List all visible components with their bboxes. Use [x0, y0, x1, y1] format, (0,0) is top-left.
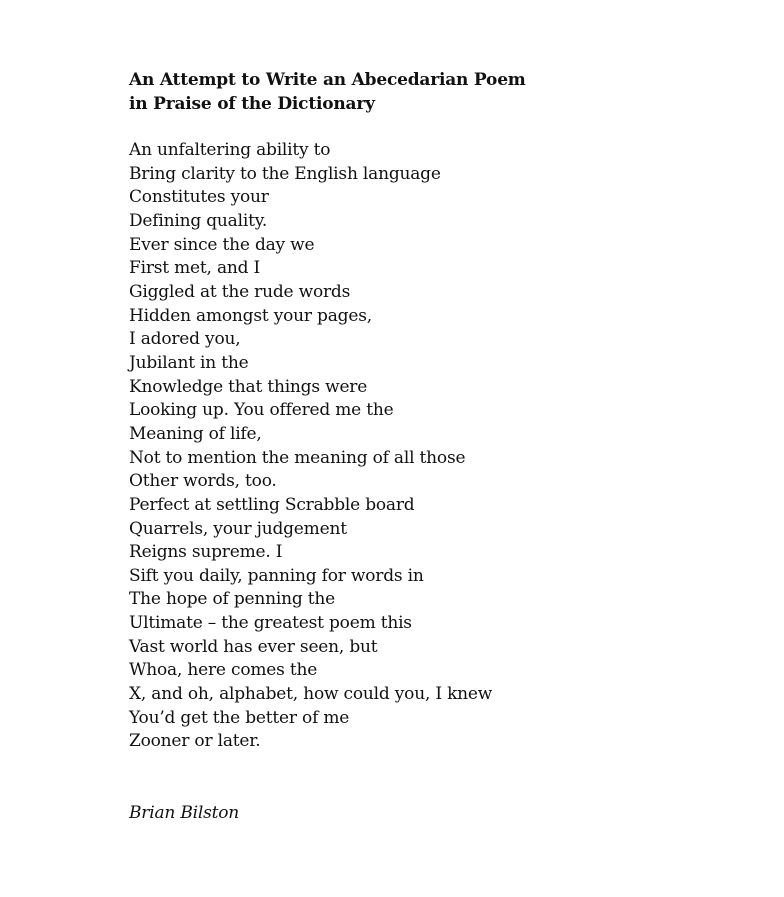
- poem-line: Constitutes your: [129, 187, 269, 208]
- poem-line: Bring clarity to the English language: [129, 163, 441, 184]
- poem-line: An unfaltering ability to: [129, 140, 331, 160]
- poem-line: Giggled at the rude words: [129, 281, 351, 302]
- poem-line: Jubilant in the: [129, 352, 249, 373]
- poem-line: The hope of penning the: [129, 589, 335, 610]
- poem-line: Vast world has ever seen, but: [129, 636, 378, 657]
- poem-line: Ever since the day we: [129, 234, 315, 255]
- poem-title-line-1: An Attempt to Write an Abecedarian Poem: [129, 70, 526, 90]
- poem-line: X, and oh, alphabet, how could you, I knew: [129, 684, 493, 705]
- poem-line: Perfect at settling Scrabble board: [129, 494, 415, 515]
- poem-line: Looking up. You offered me the: [129, 400, 394, 421]
- poem-body: [129, 139, 749, 754]
- poem-line: Whoa, here comes the: [129, 660, 318, 681]
- poem-line: You’d get the better of me: [129, 707, 350, 728]
- poem-line: Sift you daily, panning for words in: [129, 565, 424, 586]
- poem-line: Hidden amongst your pages,: [129, 305, 372, 326]
- poem-line: Other words, too.: [129, 471, 277, 492]
- poem-title: [129, 68, 749, 116]
- poem-author: Brian Bilston: [129, 803, 240, 824]
- poem-line: Not to mention the meaning of all those: [129, 447, 466, 468]
- poem-title-line-2: in Praise of the Dictionary: [129, 94, 375, 114]
- poem-line: Quarrels, your judgement: [129, 518, 347, 539]
- poem-line: Ultimate – the greatest poem this: [129, 613, 412, 634]
- poem-line: Reigns supreme. I: [129, 542, 283, 563]
- poem-line: First met, and I: [129, 258, 261, 279]
- poem-line: Zooner or later.: [129, 731, 261, 752]
- poem-page: [129, 68, 749, 825]
- poem-line: Defining quality.: [129, 210, 268, 231]
- poem-line: Meaning of life,: [129, 423, 262, 444]
- poem-line: Knowledge that things were: [129, 376, 368, 397]
- poem-line: I adored you,: [129, 329, 241, 350]
